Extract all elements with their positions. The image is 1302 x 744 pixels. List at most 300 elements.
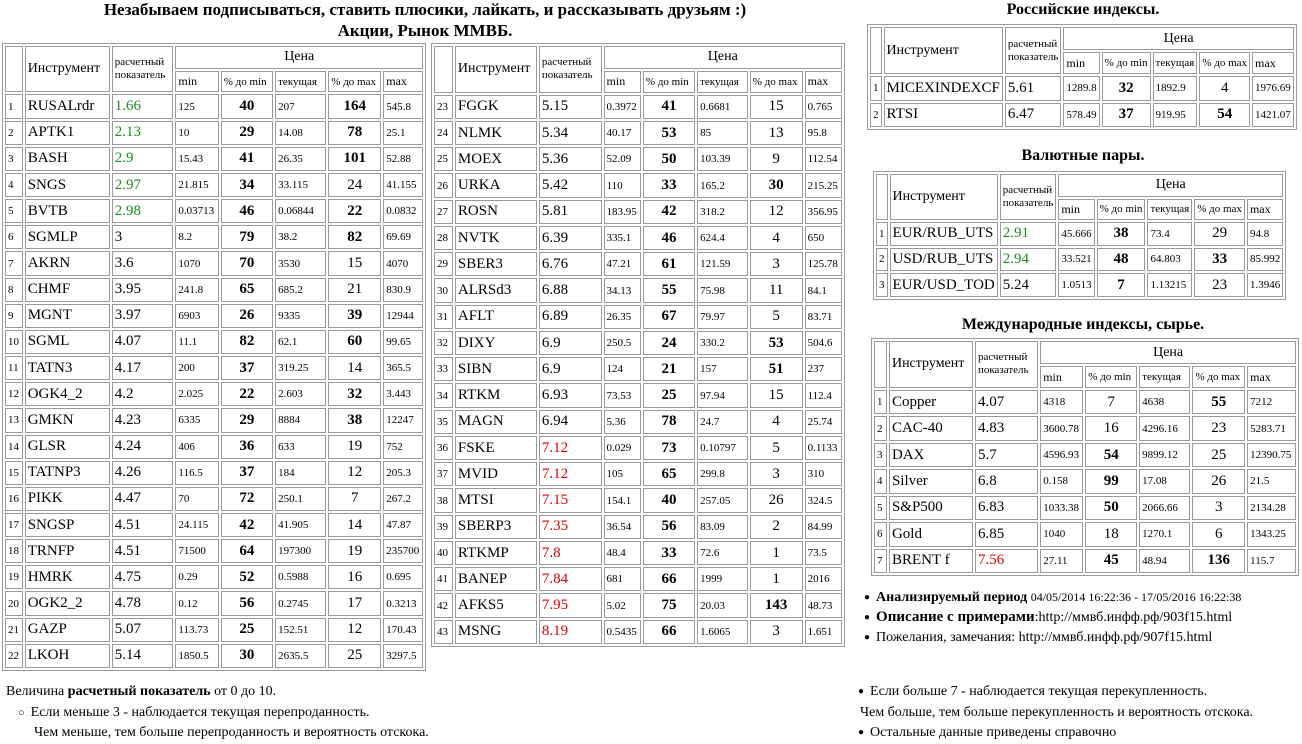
min-value: 52.09 bbox=[604, 147, 641, 171]
pct-to-max: 19 bbox=[328, 539, 381, 563]
instrument-name: Gold bbox=[889, 522, 973, 546]
instrument-name: ALRSd3 bbox=[455, 278, 537, 302]
pct-to-min: 21 bbox=[643, 357, 695, 381]
current-value: 152.51 bbox=[275, 618, 326, 642]
max-value: 125.78 bbox=[805, 252, 842, 276]
instrument-name: GMKN bbox=[25, 408, 110, 432]
header-current: текущая bbox=[1153, 52, 1198, 74]
oversold-more: Чем меньше, тем больше перепроданность и вероятность отскока. bbox=[34, 725, 429, 740]
min-value: 48.4 bbox=[604, 541, 641, 565]
current-value: 157 bbox=[697, 357, 748, 381]
current-value: 0.06844 bbox=[275, 199, 326, 223]
indicator-value: 2.13 bbox=[112, 121, 174, 145]
min-value: 70 bbox=[175, 487, 218, 511]
header-pct-min: % до min bbox=[1097, 199, 1146, 220]
min-value: 183.95 bbox=[604, 200, 641, 224]
min-value: 113.73 bbox=[175, 618, 218, 642]
row-number: 7 bbox=[874, 549, 887, 573]
pct-to-max: 25 bbox=[328, 644, 381, 668]
pct-to-max: 39 bbox=[328, 304, 381, 328]
pct-to-max: 23 bbox=[1192, 416, 1245, 440]
indicator-value: 4.24 bbox=[112, 435, 174, 459]
header-max: max bbox=[805, 71, 842, 93]
row-number: 23 bbox=[434, 95, 453, 119]
table-row bbox=[5, 94, 423, 118]
pct-to-min: 34 bbox=[221, 173, 273, 197]
pct-to-min: 56 bbox=[643, 515, 695, 539]
header-max: max bbox=[1247, 366, 1296, 388]
table-row bbox=[434, 200, 842, 224]
max-value: 310 bbox=[805, 462, 842, 486]
instrument-name: RUSALrdr bbox=[25, 94, 110, 118]
indicator-value: 1.66 bbox=[112, 94, 174, 118]
range-bold: расчетный показатель bbox=[67, 684, 211, 699]
pct-to-max: 32 bbox=[328, 382, 381, 406]
instrument-name: GAZP bbox=[25, 618, 110, 642]
current-value: 24.7 bbox=[697, 410, 748, 434]
indicator-value: 7.8 bbox=[539, 541, 602, 565]
range-note bbox=[6, 684, 276, 700]
row-number: 14 bbox=[5, 435, 23, 459]
current-value: 4296.16 bbox=[1139, 416, 1190, 440]
row-number: 11 bbox=[5, 356, 23, 380]
indicator-value: 5.07 bbox=[112, 618, 174, 642]
indicator-value: 5.15 bbox=[539, 95, 602, 119]
row-number: 26 bbox=[434, 173, 453, 197]
row-number: 5 bbox=[874, 496, 887, 520]
header-min: min bbox=[1058, 199, 1094, 220]
pct-to-max: 14 bbox=[328, 356, 381, 380]
indicator-value: 5.24 bbox=[1000, 273, 1057, 297]
table-row bbox=[434, 331, 842, 355]
instrument-name: MSNG bbox=[455, 620, 537, 644]
pct-to-min: 46 bbox=[221, 199, 273, 223]
header-row bbox=[870, 27, 1294, 50]
wishes-info: ● Пожелания, замечания: http://ммвб.инфф.рф/907f15.html bbox=[864, 630, 1212, 646]
current-value: 633 bbox=[275, 435, 326, 459]
instrument-name: FSKE bbox=[455, 436, 537, 460]
current-value: 165.2 bbox=[697, 173, 748, 197]
instrument-name: TRNFP bbox=[25, 539, 110, 563]
instrument-name: SNGS bbox=[25, 173, 110, 197]
header-max: max bbox=[1252, 52, 1294, 74]
max-value: 47.87 bbox=[383, 513, 423, 537]
indicator-value: 4.07 bbox=[112, 330, 174, 354]
row-number: 29 bbox=[434, 252, 453, 276]
instrument-name: USD/RUB_UTS bbox=[890, 248, 998, 272]
instrument-name: TATNP3 bbox=[25, 461, 110, 485]
min-value: 116.5 bbox=[175, 461, 218, 485]
instrument-name: SNGSP bbox=[25, 513, 110, 537]
instrument-name: EUR/USD_TOD bbox=[890, 273, 998, 297]
header-indicator: расчетный показатель bbox=[1000, 174, 1057, 220]
pct-to-max: 24 bbox=[328, 173, 381, 197]
current-value: 0.6681 bbox=[697, 95, 748, 119]
header-indicator: расчетный показатель bbox=[539, 46, 602, 93]
pct-to-max: 55 bbox=[1192, 390, 1245, 414]
row-number: 19 bbox=[5, 565, 23, 589]
min-value: 6903 bbox=[175, 304, 218, 328]
table-row bbox=[5, 618, 423, 642]
instrument-name: URKA bbox=[455, 173, 537, 197]
indicator-value: 2.97 bbox=[112, 173, 174, 197]
indicator-value: 7.35 bbox=[539, 515, 602, 539]
header-min: min bbox=[175, 71, 218, 93]
instrument-name: OGK2_2 bbox=[25, 591, 110, 615]
instrument-name: FGGK bbox=[455, 95, 537, 119]
indicator-value: 6.83 bbox=[975, 496, 1038, 520]
table-row bbox=[434, 462, 842, 486]
row-number: 3 bbox=[876, 273, 888, 297]
max-value: 4070 bbox=[383, 251, 423, 275]
pct-to-min: 66 bbox=[643, 567, 695, 591]
instrument-name: SBER3 bbox=[455, 252, 537, 276]
indicator-value: 4.07 bbox=[975, 390, 1038, 414]
indicator-value: 8.19 bbox=[539, 620, 602, 644]
table-row bbox=[876, 273, 1283, 297]
pct-to-min: 73 bbox=[643, 436, 695, 460]
pct-to-min: 36 bbox=[221, 435, 273, 459]
header-pct-max: % до max bbox=[1199, 52, 1250, 74]
row-number: 13 bbox=[5, 408, 23, 432]
row-number: 34 bbox=[434, 383, 453, 407]
indicator-value: 7.12 bbox=[539, 436, 602, 460]
pct-to-max: 12 bbox=[328, 461, 381, 485]
instrument-name: S&P500 bbox=[889, 496, 973, 520]
max-value: 0.765 bbox=[805, 95, 842, 119]
pct-to-max: 1 bbox=[750, 541, 803, 565]
table-row bbox=[5, 487, 423, 511]
pct-to-min: 22 bbox=[221, 382, 273, 406]
max-value: 84.1 bbox=[805, 278, 842, 302]
max-value: 504.6 bbox=[805, 331, 842, 355]
current-value: 83.09 bbox=[697, 515, 748, 539]
min-value: 0.5435 bbox=[604, 620, 641, 644]
instrument-name: TATN3 bbox=[25, 356, 110, 380]
pct-to-min: 33 bbox=[643, 541, 695, 565]
pct-to-max: 2 bbox=[750, 515, 803, 539]
pct-to-max: 6 bbox=[1192, 522, 1245, 546]
max-value: 84.99 bbox=[805, 515, 842, 539]
min-value: 10 bbox=[175, 121, 218, 145]
pct-to-min: 48 bbox=[1097, 248, 1146, 272]
indicator-value: 2.98 bbox=[112, 199, 174, 223]
table-row bbox=[5, 173, 423, 197]
header-indicator: расчетный показатель bbox=[975, 341, 1038, 388]
pct-to-min: 75 bbox=[643, 593, 695, 617]
max-value: 73.5 bbox=[805, 541, 842, 565]
row-number: 28 bbox=[434, 226, 453, 250]
header-row bbox=[874, 341, 1296, 364]
header-instrument: Инструмент bbox=[890, 174, 998, 220]
row-number: 36 bbox=[434, 436, 453, 460]
pct-to-max: 51 bbox=[750, 357, 803, 381]
max-value: 170.43 bbox=[383, 618, 423, 642]
header-price: Цена bbox=[1063, 27, 1293, 50]
pct-to-max: 22 bbox=[328, 199, 381, 223]
current-value: 299.8 bbox=[697, 462, 748, 486]
current-value: 207 bbox=[275, 94, 326, 118]
overbought-note: ● Если больше 7 - наблюдается текущая перекупленность. bbox=[858, 684, 1207, 700]
instrument-name: AKRN bbox=[25, 251, 110, 275]
header-row bbox=[876, 174, 1283, 197]
pct-to-min: 82 bbox=[221, 330, 273, 354]
pct-to-max: 25 bbox=[1192, 443, 1245, 467]
max-value: 25.1 bbox=[383, 121, 423, 145]
header-min: min bbox=[1040, 366, 1083, 388]
header-pct-max: % до max bbox=[328, 71, 381, 93]
min-value: 241.8 bbox=[175, 278, 218, 302]
current-value: 62.1 bbox=[275, 330, 326, 354]
row-number: 32 bbox=[434, 331, 453, 355]
pct-to-min: 26 bbox=[221, 304, 273, 328]
indicator-value: 4.78 bbox=[112, 591, 174, 615]
table-row bbox=[434, 121, 842, 145]
pct-to-max: 17 bbox=[328, 591, 381, 615]
pct-to-max: 26 bbox=[1192, 469, 1245, 493]
min-value: 27.11 bbox=[1040, 549, 1083, 573]
current-value: 64.803 bbox=[1147, 248, 1192, 272]
header-indicator: расчетный показатель bbox=[112, 46, 174, 92]
max-value: 0.0832 bbox=[383, 199, 423, 223]
table-row bbox=[874, 443, 1296, 467]
min-value: 406 bbox=[175, 435, 218, 459]
table-row bbox=[876, 248, 1283, 272]
min-value: 0.3972 bbox=[604, 95, 641, 119]
instrument-name: CHMF bbox=[25, 278, 110, 302]
reference-note: ● Остальные данные приведены справочно bbox=[858, 725, 1116, 741]
max-value: 0.1133 bbox=[805, 436, 842, 460]
instrument-name: RTKM bbox=[455, 383, 537, 407]
pct-to-max: 9 bbox=[750, 147, 803, 171]
pct-to-min: 50 bbox=[643, 147, 695, 171]
row-number: 30 bbox=[434, 278, 453, 302]
pct-to-max: 136 bbox=[1192, 549, 1245, 573]
pct-to-min: 16 bbox=[1085, 416, 1137, 440]
indicator-value: 7.84 bbox=[539, 567, 602, 591]
table-row bbox=[434, 278, 842, 302]
pct-to-min: 55 bbox=[643, 278, 695, 302]
max-value: 267.2 bbox=[383, 487, 423, 511]
examples-info bbox=[864, 609, 1232, 626]
row-number: 2 bbox=[876, 248, 888, 272]
indicator-value: 6.88 bbox=[539, 278, 602, 302]
min-value: 5.02 bbox=[604, 593, 641, 617]
header-price: Цена bbox=[175, 46, 423, 69]
row-number: 43 bbox=[434, 620, 453, 644]
header-price: Цена bbox=[1058, 174, 1283, 197]
pct-to-max: 1 bbox=[750, 567, 803, 591]
current-value: 919.95 bbox=[1153, 103, 1198, 128]
min-value: 0.158 bbox=[1040, 469, 1083, 493]
instrument-name: APTK1 bbox=[25, 121, 110, 145]
instrument-name: GLSR bbox=[25, 435, 110, 459]
ru-indices-table bbox=[867, 24, 1297, 130]
row-number: 6 bbox=[5, 225, 23, 249]
current-value: 0.10797 bbox=[697, 436, 748, 460]
row-number: 31 bbox=[434, 305, 453, 329]
instrument-name: DIXY bbox=[455, 331, 537, 355]
pct-to-max: 16 bbox=[328, 565, 381, 589]
current-value: 26.35 bbox=[275, 147, 326, 171]
instrument-name: Silver bbox=[889, 469, 973, 493]
current-value: 14.08 bbox=[275, 121, 326, 145]
pct-to-max: 4 bbox=[1199, 76, 1250, 100]
min-value: 6335 bbox=[175, 408, 218, 432]
row-number: 5 bbox=[5, 199, 23, 223]
header-corner bbox=[434, 46, 453, 93]
current-value: 72.6 bbox=[697, 541, 748, 565]
indicator-value: 3 bbox=[112, 225, 174, 249]
pct-to-max: 60 bbox=[328, 330, 381, 354]
max-value: 365.5 bbox=[383, 356, 423, 380]
pct-to-min: 37 bbox=[221, 356, 273, 380]
table-row bbox=[5, 278, 423, 302]
table-row bbox=[5, 382, 423, 406]
header-max: max bbox=[383, 71, 423, 93]
min-value: 21.815 bbox=[175, 173, 218, 197]
table-row bbox=[874, 416, 1296, 440]
row-number: 9 bbox=[5, 304, 23, 328]
instrument-name: NVTK bbox=[455, 226, 537, 250]
pct-to-min: 54 bbox=[1085, 443, 1137, 467]
pct-to-min: 65 bbox=[221, 278, 273, 302]
max-value: 1976.69 bbox=[1252, 76, 1294, 100]
max-value: 99.65 bbox=[383, 330, 423, 354]
row-number: 4 bbox=[874, 469, 887, 493]
row-number: 7 bbox=[5, 251, 23, 275]
table-row bbox=[434, 593, 842, 617]
max-value: 1421.07 bbox=[1252, 103, 1294, 128]
pct-to-max: 14 bbox=[328, 513, 381, 537]
max-value: 830.9 bbox=[383, 278, 423, 302]
pct-to-min: 78 bbox=[643, 410, 695, 434]
max-value: 69.69 bbox=[383, 225, 423, 249]
pct-to-max: 4 bbox=[750, 226, 803, 250]
pct-to-max: 7 bbox=[328, 487, 381, 511]
table-row bbox=[434, 383, 842, 407]
current-value: 2.603 bbox=[275, 382, 326, 406]
table-row bbox=[5, 591, 423, 615]
table-row bbox=[870, 103, 1294, 128]
row-number: 10 bbox=[5, 330, 23, 354]
header-pct-min: % до min bbox=[1102, 52, 1151, 74]
indicator-value: 7.12 bbox=[539, 462, 602, 486]
header-current: текущая bbox=[1147, 199, 1192, 220]
current-value: 2066.66 bbox=[1139, 496, 1190, 520]
instrument-name: AFLT bbox=[455, 305, 537, 329]
pct-to-min: 53 bbox=[643, 121, 695, 145]
instrument-name: BRENT f bbox=[889, 549, 973, 573]
row-number: 8 bbox=[5, 278, 23, 302]
current-value: 1999 bbox=[697, 567, 748, 591]
pct-to-max: 54 bbox=[1199, 103, 1250, 128]
pct-to-min: 29 bbox=[221, 121, 273, 145]
header-corner bbox=[870, 27, 882, 74]
pct-to-min: 56 bbox=[221, 591, 273, 615]
instrument-name: SGMLP bbox=[25, 225, 110, 249]
max-value: 1.651 bbox=[805, 620, 842, 644]
row-number: 41 bbox=[434, 567, 453, 591]
page-title: Незабываем подписываться, ставить плюсики, лайкать, и рассказывать друзьям :) bbox=[103, 0, 747, 19]
current-value: 257.05 bbox=[697, 488, 748, 512]
pct-to-max: 3 bbox=[750, 462, 803, 486]
header-max: max bbox=[1247, 199, 1283, 220]
table-row bbox=[874, 522, 1296, 546]
indicator-value: 4.17 bbox=[112, 356, 174, 380]
row-number: 3 bbox=[5, 147, 23, 171]
pct-to-max: 33 bbox=[1194, 248, 1245, 272]
row-number: 2 bbox=[870, 103, 882, 128]
pct-to-min: 67 bbox=[643, 305, 695, 329]
pct-to-min: 64 bbox=[221, 539, 273, 563]
pct-to-min: 41 bbox=[643, 95, 695, 119]
header-instrument: Инструмент bbox=[25, 46, 110, 92]
min-value: 1033.38 bbox=[1040, 496, 1083, 520]
instrument-name: MAGN bbox=[455, 410, 537, 434]
pct-to-min: 45 bbox=[1085, 549, 1137, 573]
ru-indices-title: Российские индексы. bbox=[1006, 1, 1160, 18]
pct-to-min: 7 bbox=[1085, 390, 1137, 414]
header-instrument: Инструмент bbox=[884, 27, 1003, 74]
header-indicator: расчетный показатель bbox=[1005, 27, 1062, 74]
min-value: 71500 bbox=[175, 539, 218, 563]
table-row bbox=[434, 357, 842, 381]
max-value: 21.5 bbox=[1247, 469, 1296, 493]
current-value: 1892.9 bbox=[1153, 76, 1198, 100]
instrument-name: MTSI bbox=[455, 488, 537, 512]
pct-to-min: 37 bbox=[1102, 103, 1151, 128]
pct-to-max: 12 bbox=[750, 200, 803, 224]
instrument-name: AFKS5 bbox=[455, 593, 537, 617]
pct-to-max: 21 bbox=[328, 278, 381, 302]
header-current: текущая bbox=[275, 71, 326, 93]
current-value: 624.4 bbox=[697, 226, 748, 250]
pct-to-max: 3 bbox=[750, 620, 803, 644]
pct-to-min: 72 bbox=[221, 487, 273, 511]
current-value: 33.115 bbox=[275, 173, 326, 197]
max-value: 752 bbox=[383, 435, 423, 459]
indicator-value: 3.95 bbox=[112, 278, 174, 302]
pct-to-min: 32 bbox=[1102, 76, 1151, 100]
period-value: 04/05/2014 16:22:36 - 17/05/2016 16:22:38 bbox=[1030, 590, 1242, 604]
table-row bbox=[434, 488, 842, 512]
row-number: 2 bbox=[5, 121, 23, 145]
current-value: 318.2 bbox=[697, 200, 748, 224]
min-value: 33.521 bbox=[1058, 248, 1094, 272]
instrument-name: NLMK bbox=[455, 121, 537, 145]
max-value: 85.992 bbox=[1247, 248, 1283, 272]
pct-to-max: 26 bbox=[750, 488, 803, 512]
indicator-value: 5.61 bbox=[1005, 76, 1062, 100]
examples-label: Описание с примерами bbox=[876, 609, 1035, 625]
examples-link[interactable]: :http://ммвб.инфф.рф/903f15.html bbox=[1034, 610, 1233, 625]
header-min: min bbox=[1063, 52, 1099, 74]
instrument-name: MOEX bbox=[455, 147, 537, 171]
max-value: 41.155 bbox=[383, 173, 423, 197]
oversold-note: ○ Если меньше 3 - наблюдается текущая перепроданность. bbox=[18, 705, 369, 721]
current-value: 75.98 bbox=[697, 278, 748, 302]
pct-to-max: 3 bbox=[1192, 496, 1245, 520]
table-row bbox=[5, 199, 423, 223]
row-number: 40 bbox=[434, 541, 453, 565]
min-value: 105 bbox=[604, 462, 641, 486]
pct-to-max: 15 bbox=[750, 383, 803, 407]
max-value: 48.73 bbox=[805, 593, 842, 617]
min-value: 1289.8 bbox=[1063, 76, 1099, 100]
min-value: 1850.5 bbox=[175, 644, 218, 668]
current-value: 319.25 bbox=[275, 356, 326, 380]
